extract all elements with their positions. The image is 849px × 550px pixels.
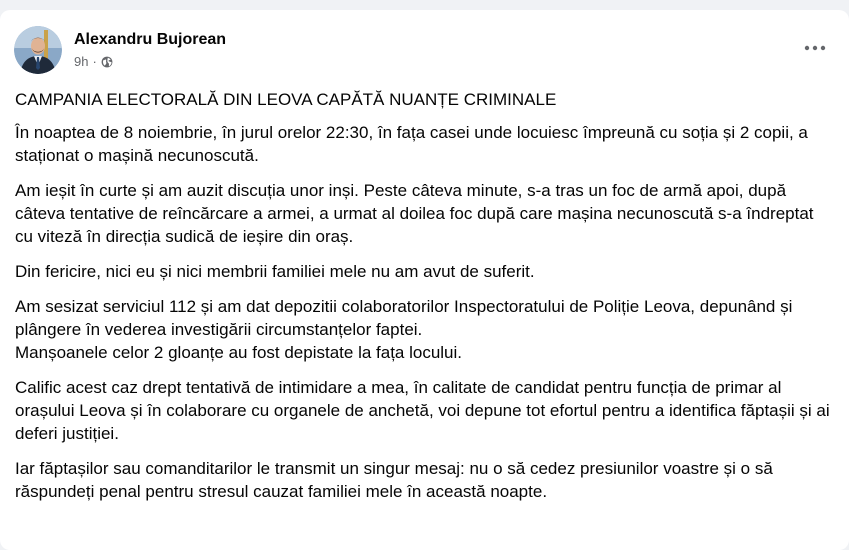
post-paragraph: Am sesizat serviciul 112 și am dat depozitii colaboratorilor Inspectoratului de Poliție Leova, depunând și plângere în vederea investigării circumstanțelor faptei. [15,297,793,339]
post-paragraph: Iar făptașilor sau comanditarilor le transmit un singur mesaj: nu o să cedez presiunilor voastre și o să răspundeți penal pentru stresul cauzat familiei mele în această noapte. [15,459,773,501]
post-body [15,88,830,515]
avatar-image [14,26,62,74]
author-name[interactable]: Alexandru Bujorean [74,31,227,48]
avatar[interactable] [14,26,62,74]
post-paragraph: Manșoanele celor 2 gloanțe au fost depistate la fața locului. [15,343,463,362]
post-meta [74,30,226,70]
post-paragraph: În noaptea de 8 noiembrie, în jurul orelor 22:30, în fața casei unde locuiesc împreună cu soția și 2 copii, a staționat o mașină necunoscută. [15,123,808,165]
more-options-icon[interactable] [797,38,833,58]
post-subline [74,54,226,70]
globe-icon[interactable] [101,56,113,68]
post-paragraph: Am ieșit în curte și am auzit discuția unor inși. Peste câteva minute, s-a tras un foc de armă apoi, după câteva tentative de reîncărcare a armei, a urmat al doilea foc după care mașina necunoscută s-a îndreptat cu viteză în direcția sudică de ieșire din oraș. [15,181,814,246]
post-timestamp[interactable]: 9h [74,54,89,69]
post-paragraph: Din fericire, nici eu și nici membrii familiei mele nu am avut de suferit. [15,262,535,281]
post-card [0,10,849,550]
post-title: CAMPANIA ELECTORALĂ DIN LEOVA CAPĂTĂ NUANȚE CRIMINALE [15,90,557,109]
separator-dot: · [92,54,97,69]
post-header [14,26,226,74]
post-paragraph: Calific acest caz drept tentativă de intimidare a mea, în calitate de candidat pentru funcția de primar al orașului Leova și în colaborare cu organele de anchetă, voi depune tot efortul pentru a identifica făptașii și ai deferi justiției. [15,378,830,443]
